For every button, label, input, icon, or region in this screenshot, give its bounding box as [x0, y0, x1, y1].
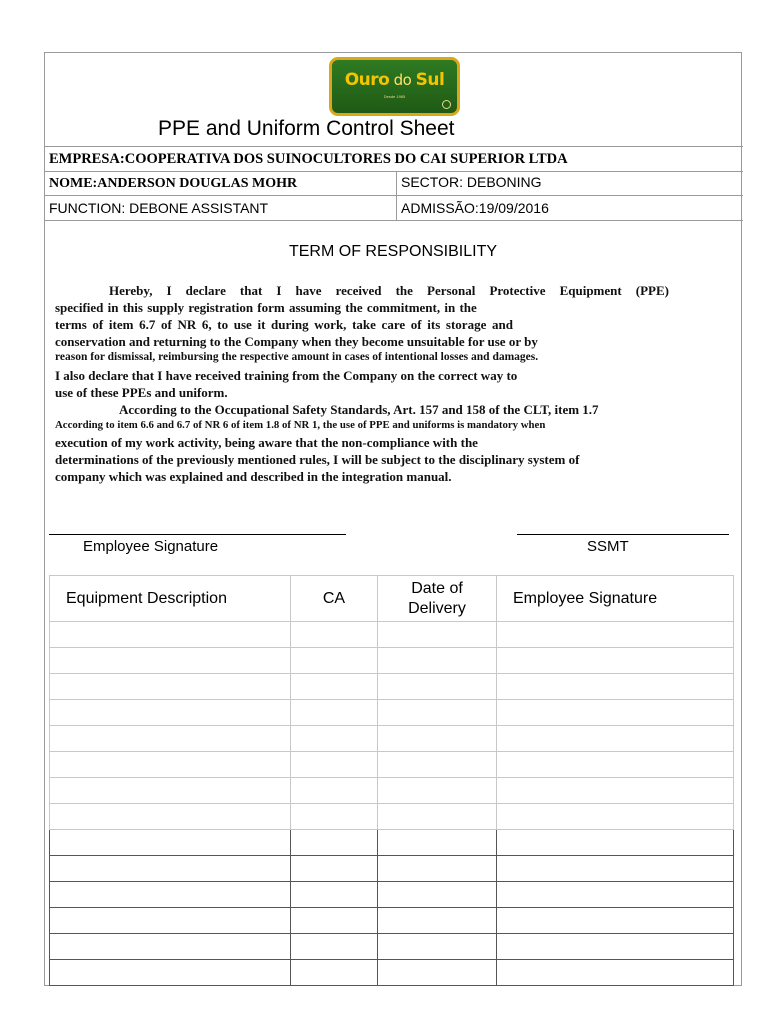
delivery-date-cell[interactable]	[378, 700, 497, 726]
term-line: Hereby, I declare that I have received the Personal Protective Equipment (PPE)	[109, 283, 669, 298]
delivery-date-cell[interactable]	[378, 882, 497, 908]
ca-cell[interactable]	[291, 830, 378, 856]
term-line: conservation and returning to the Company when they become unsuitable for use or by	[55, 334, 538, 349]
equipment-cell[interactable]	[50, 856, 291, 882]
delivery-date-cell[interactable]	[378, 726, 497, 752]
page-title: PPE and Uniform Control Sheet	[158, 117, 455, 140]
equipment-cell[interactable]	[50, 778, 291, 804]
equipment-cell[interactable]	[50, 908, 291, 934]
equipment-cell[interactable]	[50, 804, 291, 830]
equipment-cell[interactable]	[50, 882, 291, 908]
company-name: EMPRESA:COOPERATIVA DOS SUINOCULTORES DO CAI SUPERIOR LTDA	[49, 151, 568, 167]
signature-cell[interactable]	[497, 856, 734, 882]
ca-cell[interactable]	[291, 752, 378, 778]
employee-signature-line[interactable]	[49, 534, 346, 535]
delivery-date-cell[interactable]	[378, 960, 497, 986]
ca-cell[interactable]	[291, 934, 378, 960]
signature-cell[interactable]	[497, 830, 734, 856]
divider	[45, 146, 743, 147]
signature-cell[interactable]	[497, 752, 734, 778]
equipment-cell[interactable]	[50, 700, 291, 726]
delivery-date-cell[interactable]	[378, 804, 497, 830]
control-sheet	[44, 52, 742, 986]
column-header-equipment: Equipment Description	[50, 576, 291, 622]
equipment-table	[49, 575, 734, 986]
column-header-date: Date of Delivery	[378, 576, 497, 622]
divider	[45, 171, 743, 172]
logo-tagline: Desde 1965	[383, 94, 406, 99]
equipment-cell[interactable]	[50, 960, 291, 986]
table-row	[50, 648, 734, 674]
ca-cell[interactable]	[291, 700, 378, 726]
ca-cell[interactable]	[291, 882, 378, 908]
term-line: specified in this supply registration form assuming the commitment, in the	[55, 300, 477, 315]
table-row	[50, 908, 734, 934]
equipment-cell[interactable]	[50, 622, 291, 648]
column-header-ca: CA	[291, 576, 378, 622]
divider	[45, 220, 743, 221]
equipment-cell[interactable]	[50, 648, 291, 674]
employee-name: NOME:ANDERSON DOUGLAS MOHR	[49, 176, 298, 191]
term-line: execution of my work activity, being aware that the non-compliance with the	[55, 435, 478, 450]
table-row	[50, 674, 734, 700]
ca-cell[interactable]	[291, 778, 378, 804]
function-value: FUNCTION: DEBONE ASSISTANT	[49, 200, 269, 216]
equipment-cell[interactable]	[50, 674, 291, 700]
signature-cell[interactable]	[497, 882, 734, 908]
term-title: TERM OF RESPONSIBILITY	[288, 243, 498, 260]
table-row	[50, 700, 734, 726]
table-row	[50, 830, 734, 856]
signature-cell[interactable]	[497, 908, 734, 934]
delivery-date-cell[interactable]	[378, 648, 497, 674]
table-row	[50, 752, 734, 778]
column-header-signature: Employee Signature	[497, 576, 734, 622]
term-line: reason for dismissal, reimbursing the respective amount in cases of intentional losses and damages.	[55, 351, 539, 363]
table-row	[50, 778, 734, 804]
ca-cell[interactable]	[291, 648, 378, 674]
signature-cell[interactable]	[497, 674, 734, 700]
ca-cell[interactable]	[291, 726, 378, 752]
delivery-date-cell[interactable]	[378, 752, 497, 778]
signature-cell[interactable]	[497, 804, 734, 830]
delivery-date-cell[interactable]	[378, 778, 497, 804]
ca-cell[interactable]	[291, 674, 378, 700]
admission-date: ADMISSÃO:19/09/2016	[401, 200, 549, 216]
signature-cell[interactable]	[497, 648, 734, 674]
signature-cell[interactable]	[497, 778, 734, 804]
delivery-date-cell[interactable]	[378, 934, 497, 960]
ca-cell[interactable]	[291, 908, 378, 934]
ssmt-signature-label: SSMT	[587, 538, 629, 555]
ca-cell[interactable]	[291, 960, 378, 986]
ssmt-signature-line[interactable]	[517, 534, 729, 535]
table-row	[50, 622, 734, 648]
signature-cell[interactable]	[497, 726, 734, 752]
equipment-cell[interactable]	[50, 934, 291, 960]
equipment-cell[interactable]	[50, 830, 291, 856]
table-header-row	[50, 576, 734, 622]
equipment-cell[interactable]	[50, 726, 291, 752]
term-line: use of these PPEs and uniform.	[55, 385, 228, 400]
employee-signature-label: Employee Signature	[83, 538, 219, 555]
table-row	[50, 934, 734, 960]
table-row	[50, 960, 734, 986]
delivery-date-cell[interactable]	[378, 622, 497, 648]
term-line: company which was explained and described in the integration manual.	[55, 469, 452, 484]
table-row	[50, 856, 734, 882]
ca-cell[interactable]	[291, 804, 378, 830]
term-line: According to item 6.6 and 6.7 of NR 6 of item 1.8 of NR 1, the use of PPE and uniforms is mandatory when	[55, 419, 546, 431]
delivery-date-cell[interactable]	[378, 830, 497, 856]
table-row	[50, 726, 734, 752]
delivery-date-cell[interactable]	[378, 856, 497, 882]
sector-value: SECTOR: DEBONING	[401, 174, 542, 190]
divider	[45, 195, 743, 196]
equipment-cell[interactable]	[50, 752, 291, 778]
table-row	[50, 882, 734, 908]
term-line: According to the Occupational Safety Standards, Art. 157 and 158 of the CLT, item 1.7	[119, 402, 599, 417]
term-line: I also declare that I have received training from the Company on the correct way to	[55, 368, 518, 383]
signature-cell[interactable]	[497, 700, 734, 726]
term-line: determinations of the previously mentioned rules, I will be subject to the disciplinary system of	[55, 452, 580, 467]
ca-cell[interactable]	[291, 622, 378, 648]
company-logo	[329, 57, 460, 116]
logo-wordmark: Ouro do Sul	[344, 70, 445, 90]
delivery-date-cell[interactable]	[378, 908, 497, 934]
signature-cell[interactable]	[497, 960, 734, 986]
table-row	[50, 804, 734, 830]
signature-cell[interactable]	[497, 934, 734, 960]
logo-seal-icon	[442, 100, 451, 109]
delivery-date-cell[interactable]	[378, 674, 497, 700]
equipment-table-body	[50, 622, 734, 986]
ca-cell[interactable]	[291, 856, 378, 882]
signature-cell[interactable]	[497, 622, 734, 648]
term-line: terms of item 6.7 of NR 6, to use it during work, take care of its storage and	[55, 317, 513, 332]
